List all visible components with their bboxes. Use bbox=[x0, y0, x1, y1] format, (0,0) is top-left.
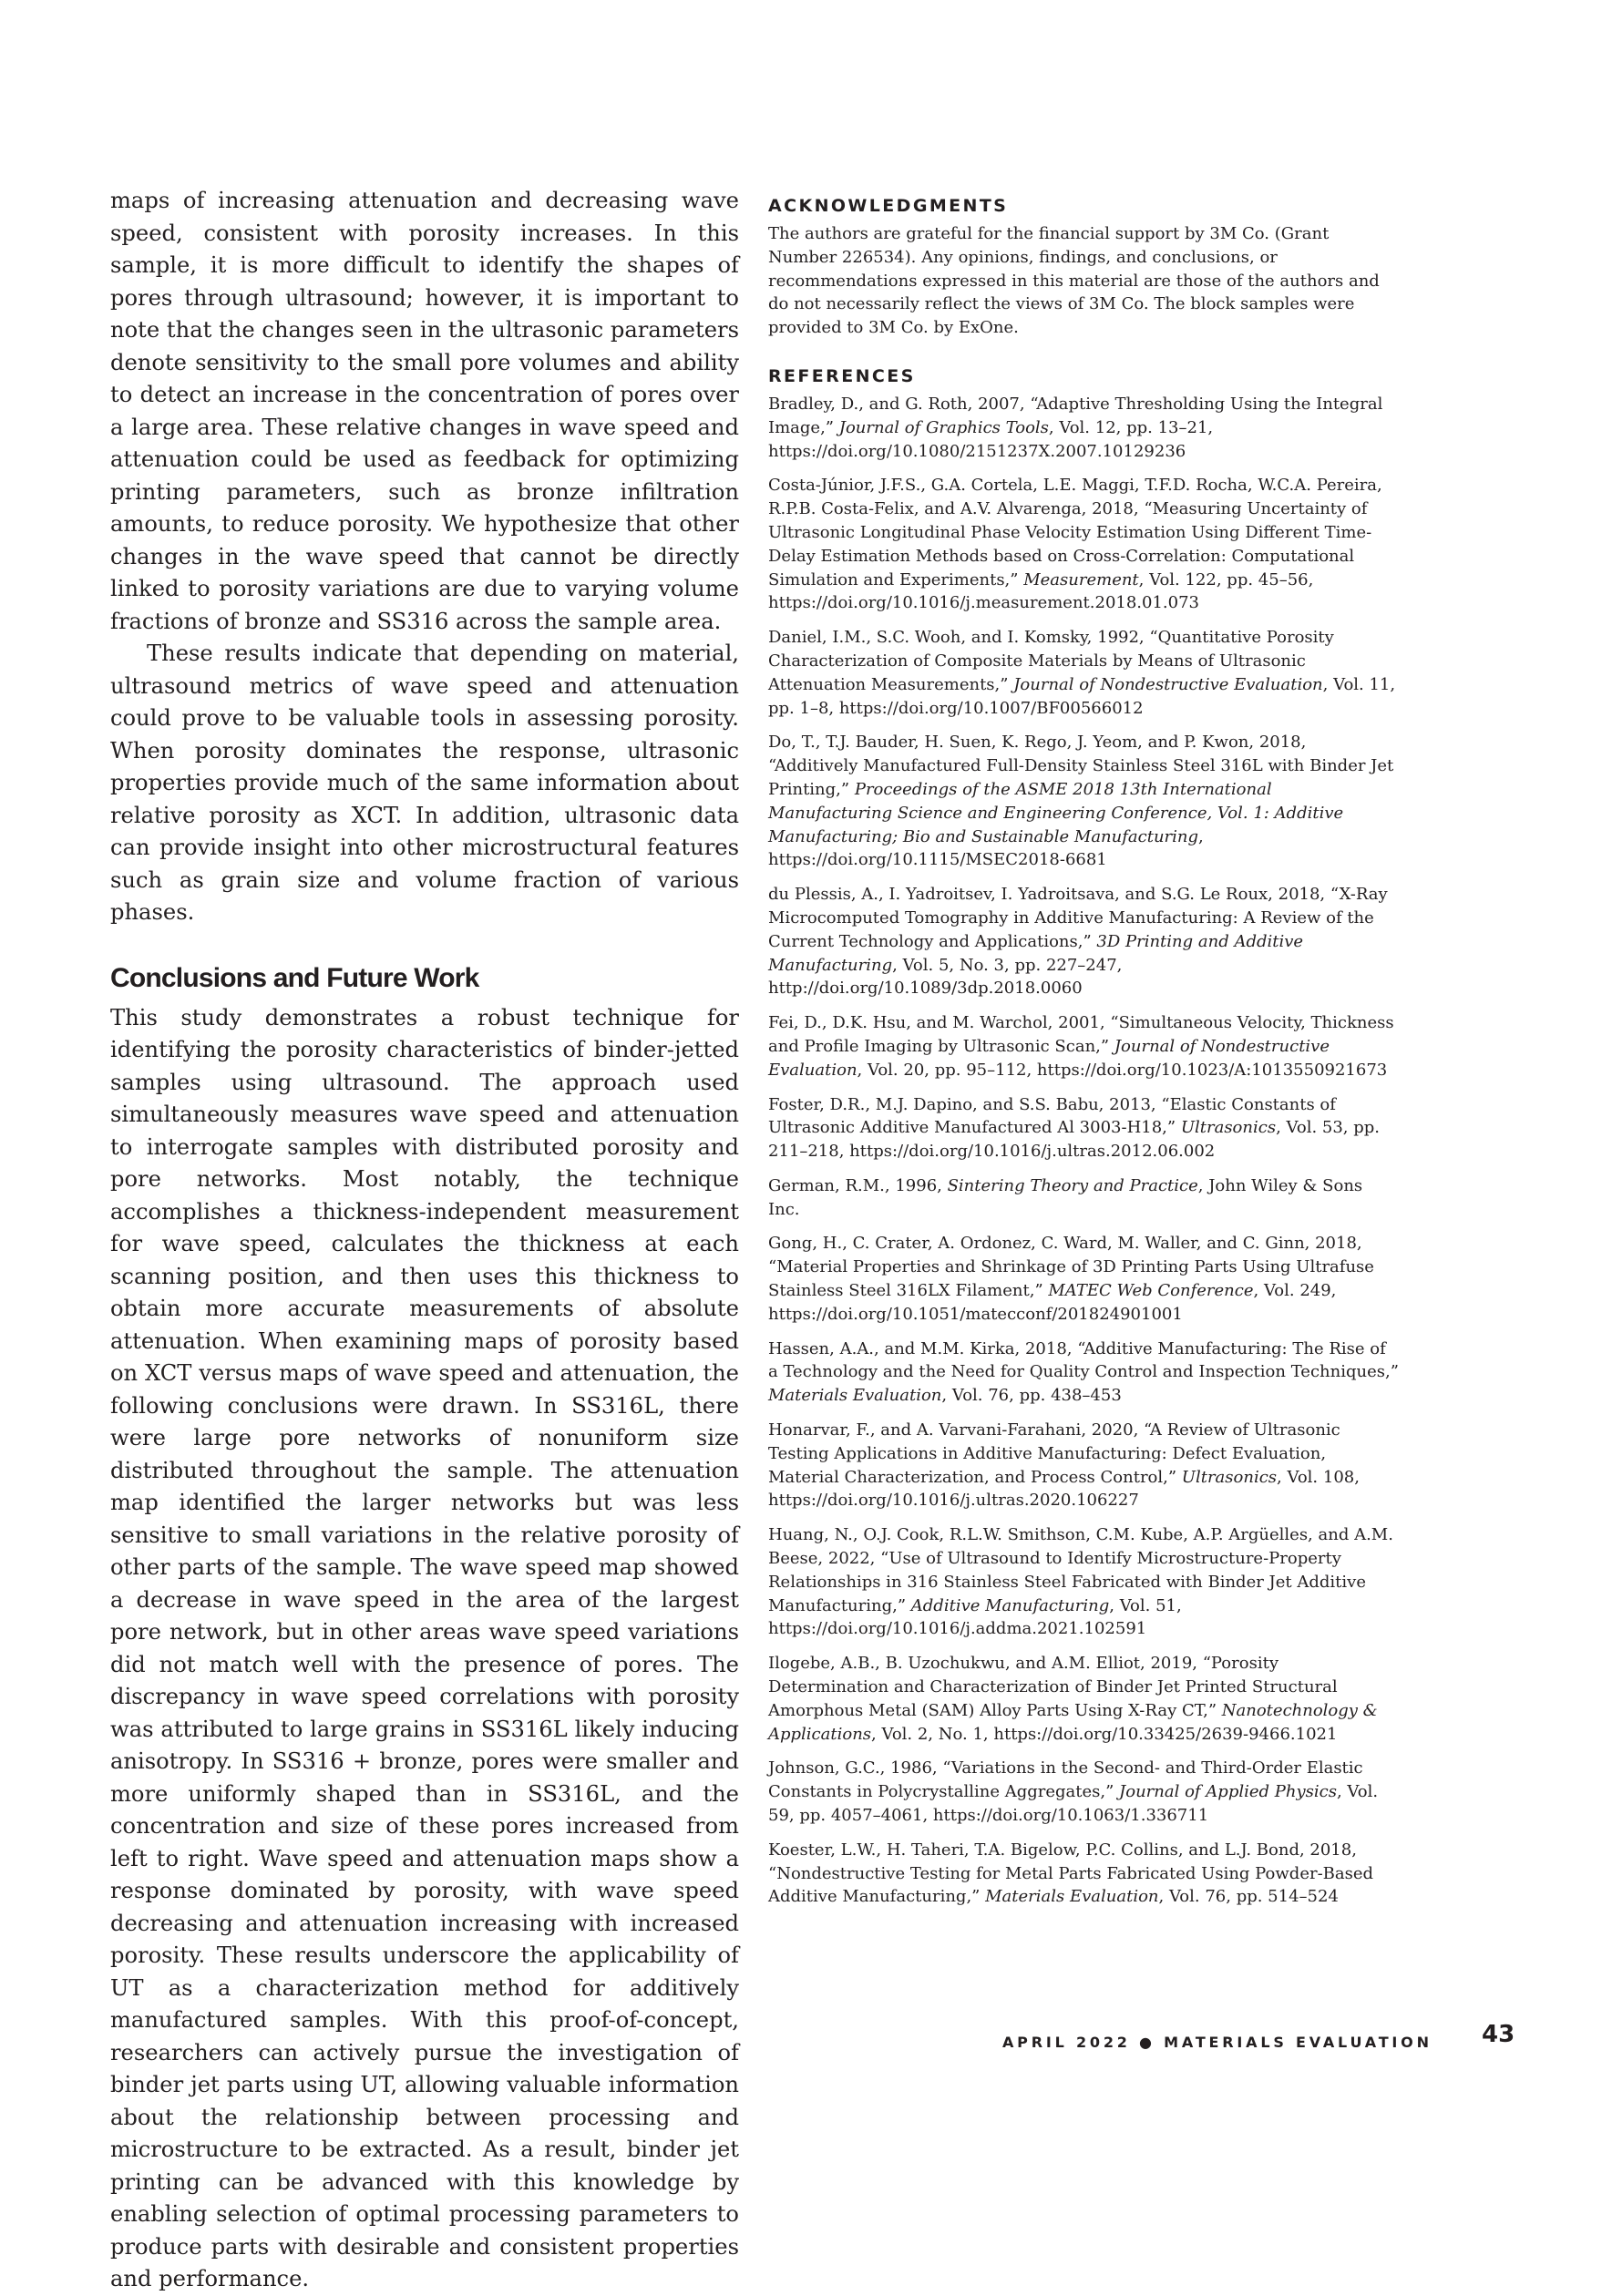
reference-details: , Vol. 108, https://doi.org/10.1016/j.ultras.2020.106227 bbox=[768, 1467, 1360, 1511]
reference-entry bbox=[768, 1757, 1399, 1827]
reference-text: Bradley, D., and G. Roth, 2007, “Adaptive Thresholding Using the Integral Image,” bbox=[768, 394, 1383, 437]
left-column bbox=[110, 185, 739, 2296]
reference-source-title: Materials Evaluation bbox=[985, 1887, 1159, 1907]
reference-entry bbox=[768, 1338, 1399, 1408]
reference-text: Ilogebe, A.B., B. Uzochukwu, and A.M. Elliot, 2019, “Porosity Determination and Characterization of Binder Jet Printed Structural Amorphous Metal (SAM) Alloy Parts Using X-Ray CT,” bbox=[768, 1654, 1338, 1720]
reference-details: , https://doi.org/10.1115/MSEC2018-6681 bbox=[768, 826, 1204, 870]
reference-entry bbox=[768, 626, 1399, 720]
reference-details: , Vol. 20, pp. 95–112, https://doi.org/10.1023/A:1013550921673 bbox=[857, 1060, 1388, 1080]
reference-source-title: Journal of Nondestructive Evaluation bbox=[768, 1036, 1330, 1080]
body-paragraph: These results indicate that depending on material, ultrasound metrics of wave speed and attenuation could prove to be valuable tools in assessing porosity. When porosity dominates the response, ultrasonic properties provide much of the same information about relative porosity as XCT. In addition, ultrasonic data can provide insight into other microstructural features such as grain size and volume fraction of various phases. bbox=[110, 641, 739, 925]
reference-details: , Vol. 5, No. 3, pp. 227–247, http://doi.org/10.1089/3dp.2018.0060 bbox=[768, 955, 1123, 999]
reference-source-title: Ultrasonics bbox=[1181, 1467, 1278, 1487]
reference-details: , Vol. 12, pp. 13–21, https://doi.org/10.1080/2151237X.2007.10129236 bbox=[768, 417, 1214, 461]
body-paragraph: This study demonstrates a robust technique for identifying the porosity characteristics of binder-jetted samples using ultrasound. The approach used simultaneously measures wave speed and attenuation to interrogate samples with distributed porosity and pore networks. Most notably, the technique accomplishes a thickness-independent measurement for wave speed, calculates the thickness at each scanning position, and then uses this thickness to obtain more accurate measurements of absolute attenuation. When examining maps of porosity based on XCT versus maps of wave speed and attenuation, the following conclusions were drawn. In SS316L, there were large pore networks of nonuniform size distributed throughout the sample. The attenuation map identified the larger networks but was less sensitive to small variations in the relative porosity of other parts of the sample. The wave speed map showed a decrease in wave speed in the area of the largest pore network, but in other areas wave speed variations did not match well with the presence of pores. The discrepancy in wave speed correlations with porosity was attributed to large grains in SS316L likely inducing anisotropy. In SS316 + bronze, pores were smaller and more uniformly shaped than in SS316L, and the concentration and size of these pores increased from left to right. Wave speed and attenuation maps show a response dominated by porosity, with wave speed decreasing and attenuation increasing with increased porosity. These results underscore the applicability of UT as a characterization method for additively manufactured samples. With this proof-of-concept, researchers can actively pursue the investigation of binder jet parts using UT, allowing valuable information about the relationship between processing and microstructure to be extracted. As a result, binder jet printing can be advanced with this knowledge by enabling selection of optimal processing parameters to produce parts with desirable and consistent properties and performance. bbox=[110, 1004, 739, 2291]
reference-entry bbox=[768, 1011, 1399, 1081]
reference-details: , Vol. 76, pp. 514–524 bbox=[1158, 1887, 1339, 1907]
reference-source-title: Sintering Theory and Practice bbox=[947, 1175, 1198, 1195]
reference-text: Hassen, A.A., and M.M. Kirka, 2018, “Additive Manufacturing: The Rise of a Technology and the Need for Quality Control and Inspection Techniques,” bbox=[768, 1338, 1399, 1382]
reference-details: , Vol. 51, https://doi.org/10.1016/j.addma.2021.102591 bbox=[768, 1595, 1182, 1639]
reference-source-title: Nanotechnology & Applications bbox=[768, 1700, 1378, 1744]
reference-text: Johnson, G.C., 1986, “Variations in the Second- and Third-Order Elastic Constants in Polycrystalline Aggregates,” bbox=[768, 1758, 1363, 1802]
reference-source-title: Journal of Applied Physics bbox=[1119, 1782, 1337, 1802]
reference-text: Honarvar, F., and A. Varvani-Farahani, 2020, “A Review of Ultrasonic Testing Applications in Additive Manufacturing: Defect Evaluation, Material Characterization, and Process Control,” bbox=[768, 1420, 1340, 1487]
reference-source-title: Measurement bbox=[1023, 569, 1139, 589]
reference-text: Costa-Júnior, J.F.S., G.A. Cortela, L.E. Maggi, T.F.D. Rocha, W.C.A. Pereira, R.P.B. Costa-Felix, and A.V. Alvarenga, 2018, “Measuring Uncertainty of Ultrasonic Longitudinal Phase Velocity Estimation Using Different Time-Delay Estimation Methods based on Cross-Correlation: Computational Simulation and Experiments,” bbox=[768, 476, 1382, 589]
reference-entry bbox=[768, 1232, 1399, 1326]
reference-details: , John Wiley & Sons Inc. bbox=[768, 1175, 1363, 1219]
reference-text: Foster, D.R., M.J. Dapino, and S.S. Babu, 2013, “Elastic Constants of Ultrasonic Additive Manufactured Al 3003-H18,” bbox=[768, 1094, 1336, 1138]
reference-source-title: Materials Evaluation bbox=[768, 1386, 942, 1406]
reference-text: Koester, L.W., H. Taheri, T.A. Bigelow, P.C. Collins, and L.J. Bond, 2018, “Nondestructive Testing for Metal Parts Fabricated Using Powder-Based Additive Manufacturing,” bbox=[768, 1840, 1374, 1907]
reference-list bbox=[768, 393, 1399, 1909]
reference-source-title: Ultrasonics bbox=[1180, 1118, 1277, 1138]
reference-entry bbox=[768, 1839, 1399, 1909]
reference-details: , Vol. 76, pp. 438–453 bbox=[941, 1386, 1122, 1406]
reference-details: , Vol. 53, pp. 211–218, https://doi.org/10.1016/j.ultras.2012.06.002 bbox=[768, 1118, 1381, 1162]
reference-entry bbox=[768, 1523, 1399, 1641]
reference-entry bbox=[768, 1093, 1399, 1163]
reference-details: , Vol. 59, pp. 4057–4061, https://doi.org/10.1063/1.336711 bbox=[768, 1782, 1379, 1826]
reference-entry bbox=[768, 474, 1399, 615]
reference-source-title: Additive Manufacturing bbox=[910, 1595, 1110, 1615]
reference-text: Huang, N., O.J. Cook, R.L.W. Smithson, C.M. Kube, A.P. Argüelles, and A.M. Beese, 2022, “Use of Ultrasound to Identify Microstructure-Property Relationships in 316 Stainless Steel Fabricated with Binder Jet Additive Manufacturing,” bbox=[768, 1525, 1393, 1615]
running-footer: APRIL 2022 ● MATERIALS EVALUATION bbox=[1002, 2034, 1433, 2051]
reference-source-title: Journal of Nondestructive Evaluation bbox=[1013, 674, 1323, 694]
reference-text: Do, T., T.J. Bauder, H. Suen, K. Rego, J. Yeom, and P. Kwon, 2018, “Additively Manufactured Full-Density Stainless Steel 316L with Binder Jet Printing,” bbox=[768, 733, 1394, 799]
reference-entry bbox=[768, 1174, 1399, 1222]
references-heading: REFERENCES bbox=[768, 365, 916, 386]
reference-entry bbox=[768, 1652, 1399, 1746]
reference-details: , Vol. 122, pp. 45–56, https://doi.org/10.1016/j.measurement.2018.01.073 bbox=[768, 569, 1314, 613]
reference-text: Gong, H., C. Crater, A. Ordonez, C. Ward, M. Waller, and C. Ginn, 2018, “Material Properties and Shrinkage of 3D Printing Parts Using Ultrafuse Stainless Steel 316LX Filament,” bbox=[768, 1234, 1374, 1301]
page-number: 43 bbox=[1482, 2021, 1515, 2048]
reference-details: , Vol. 249, https://doi.org/10.1051/matecconf/201824901001 bbox=[768, 1281, 1337, 1324]
reference-source-title: Journal of Graphics Tools bbox=[838, 417, 1049, 437]
section-heading: Conclusions and Future Work bbox=[110, 962, 479, 993]
reference-text: German, R.M., 1996, bbox=[768, 1175, 948, 1195]
reference-source-title: MATEC Web Conference bbox=[1048, 1281, 1254, 1301]
acknowledgments-text: The authors are grateful for the financial support by 3M Co. (Grant Number 226534). Any opinions, findings, and conclusions, or recommendations expressed in this material are those of the authors and do not necessarily reflect the views of 3M Co. The block samples were provided to 3M Co. by ExOne. bbox=[768, 224, 1380, 338]
reference-text: Fei, D., D.K. Hsu, and M. Warchol, 2001, “Simultaneous Velocity, Thickness and Profile Imaging by Ultrasonic Scan,” bbox=[768, 1013, 1394, 1056]
right-column bbox=[768, 194, 1399, 1920]
reference-details: , Vol. 2, No. 1, https://doi.org/10.33425/2639-9466.1021 bbox=[871, 1724, 1338, 1744]
reference-details: , Vol. 11, pp. 1–8, https://doi.org/10.1007/BF00566012 bbox=[768, 674, 1396, 718]
reference-source-title: Proceedings of the ASME 2018 13th International Manufacturing Science and Engineering Conference, Vol. 1: Additive Manufacturing; Bio and Sustainable Manufacturing bbox=[768, 779, 1344, 846]
reference-entry bbox=[768, 1419, 1399, 1512]
reference-text: du Plessis, A., I. Yadroitsev, I. Yadroitsava, and S.G. Le Roux, 2018, “X-Ray Microcomputed Tomography in Additive Manufacturing: A Review of the Current Technology and Applications,” bbox=[768, 885, 1388, 951]
reference-entry bbox=[768, 393, 1399, 463]
reference-entry bbox=[768, 731, 1399, 872]
reference-entry bbox=[768, 883, 1399, 1000]
reference-text: Daniel, I.M., S.C. Wooh, and I. Komsky, 1992, “Quantitative Porosity Characterization of Composite Materials by Means of Ultrasonic Attenuation Measurements,” bbox=[768, 628, 1334, 694]
body-paragraph: maps of increasing attenuation and decreasing wave speed, consistent with porosity increases. In this sample, it is more difficult to identify the shapes of pores through ultrasound; however, it is important to note that the changes seen in the ultrasonic parameters denote sensitivity to the small pore volumes and ability to detect an increase in the concentration of pores over a large area. These relative changes in wave speed and attenuation could be used as feedback for optimizing printing parameters, such as bronze infiltration amounts, to reduce porosity. We hypothesize that other changes in the wave speed that cannot be directly linked to porosity variations are due to varying volume fractions of bronze and SS316 across the sample area. bbox=[110, 188, 739, 634]
acknowledgments-heading: ACKNOWLEDGMENTS bbox=[768, 196, 1009, 216]
reference-source-title: 3D Printing and Additive Manufacturing bbox=[768, 931, 1304, 975]
